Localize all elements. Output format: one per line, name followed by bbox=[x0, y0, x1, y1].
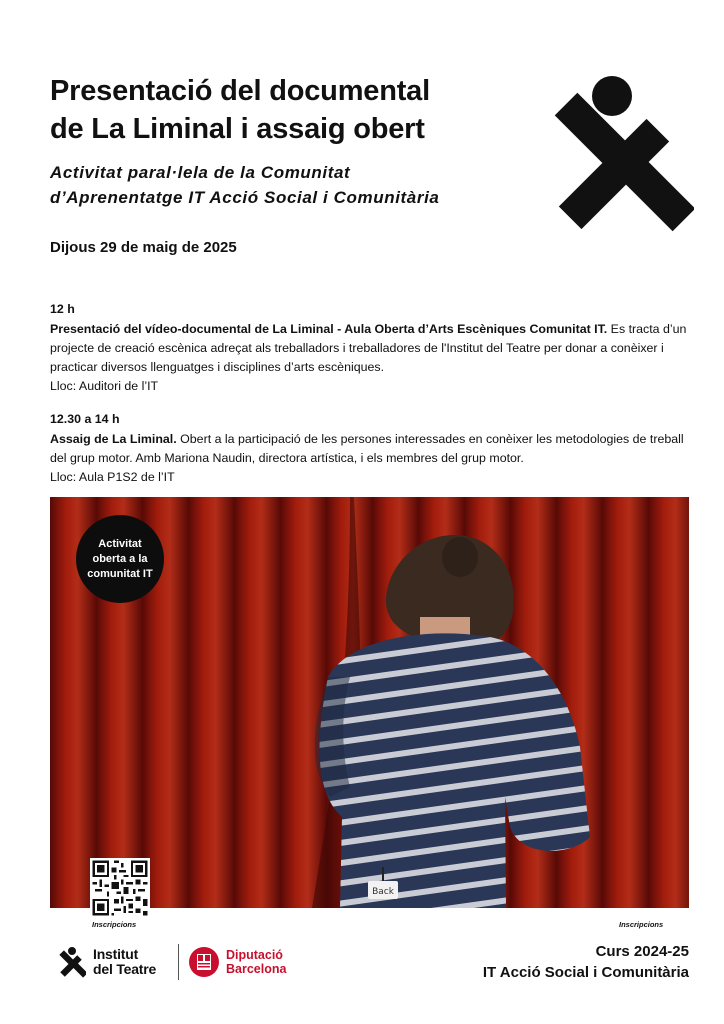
schedule-description-1 bbox=[50, 320, 690, 377]
event-date: Dijous 29 de maig de 2025 bbox=[50, 239, 237, 256]
diputacio-barcelona-logo bbox=[188, 946, 286, 978]
badge-line-3: comunitat IT bbox=[87, 567, 153, 580]
schedule-text-1: Es tracta d’un projecte de creació escènica adreçat als treballadors i treballadores de l'Institut del Teatre per donar a conèixer i practicar diversos llenguatges i disciplines d’arts escèniques. bbox=[50, 322, 687, 374]
schedule-place-1: Lloc: Auditori de l’IT bbox=[50, 379, 159, 393]
schedule-lead-2: Assaig de La Liminal. bbox=[50, 432, 177, 446]
course-program: IT Acció Social i Comunitària bbox=[482, 964, 689, 981]
page-title bbox=[50, 72, 520, 148]
open-activity-badge bbox=[76, 515, 164, 603]
qr-caption: Inscripcions bbox=[92, 920, 137, 929]
course-year: Curs 2024-25 bbox=[595, 943, 689, 960]
schedule-text-2: Obert a la participació de les persones interessades en conèixer les metodologies de treball del grup motor. Amb Mariona Naudin, directora artística, i els membres del grup motor. bbox=[50, 432, 684, 465]
schedule-place-2: Lloc: Aula P1S2 de l’IT bbox=[50, 470, 175, 484]
logo-divider bbox=[178, 944, 179, 980]
title-line-1: Presentació del documental bbox=[50, 75, 430, 107]
page-subtitle bbox=[50, 160, 530, 210]
registration-qr-code-icon[interactable] bbox=[90, 858, 150, 918]
schedule-time-2: 12.30 a 14 h bbox=[50, 412, 120, 426]
course-info bbox=[483, 941, 689, 983]
badge-line-2: oberta a la bbox=[92, 552, 148, 565]
it-name-line-1: Institut bbox=[93, 946, 139, 962]
it-name-line-2: del Teatre bbox=[93, 961, 157, 977]
institut-teatre-logo-icon bbox=[528, 74, 694, 232]
subtitle-line-1: Activitat paral·lela de la Comunitat bbox=[50, 163, 351, 182]
name-tag-text: Back bbox=[372, 887, 394, 897]
registration-caption[interactable]: Inscripcions bbox=[619, 920, 664, 929]
schedule-time-1: 12 h bbox=[50, 302, 75, 316]
diputacio-seal-icon bbox=[188, 946, 220, 978]
schedule-description-2 bbox=[50, 430, 690, 468]
schedule-item-2 bbox=[50, 410, 690, 487]
badge-line-1: Activitat bbox=[98, 537, 142, 550]
institut-teatre-footer-logo bbox=[56, 946, 156, 978]
schedule-item-1 bbox=[50, 300, 690, 396]
dipu-name-line-2: Barcelona bbox=[226, 962, 287, 976]
institut-teatre-small-logo-icon bbox=[56, 946, 86, 978]
subtitle-line-2: d’Aprenentatge IT Acció Social i Comunitària bbox=[50, 188, 440, 207]
title-line-2: de La Liminal i assaig obert bbox=[50, 113, 425, 145]
schedule-lead-1: Presentació del vídeo-documental de La Liminal - Aula Oberta d’Arts Escèniques Comunitat IT. bbox=[50, 322, 608, 336]
dipu-name-line-1: Diputació bbox=[226, 948, 283, 962]
